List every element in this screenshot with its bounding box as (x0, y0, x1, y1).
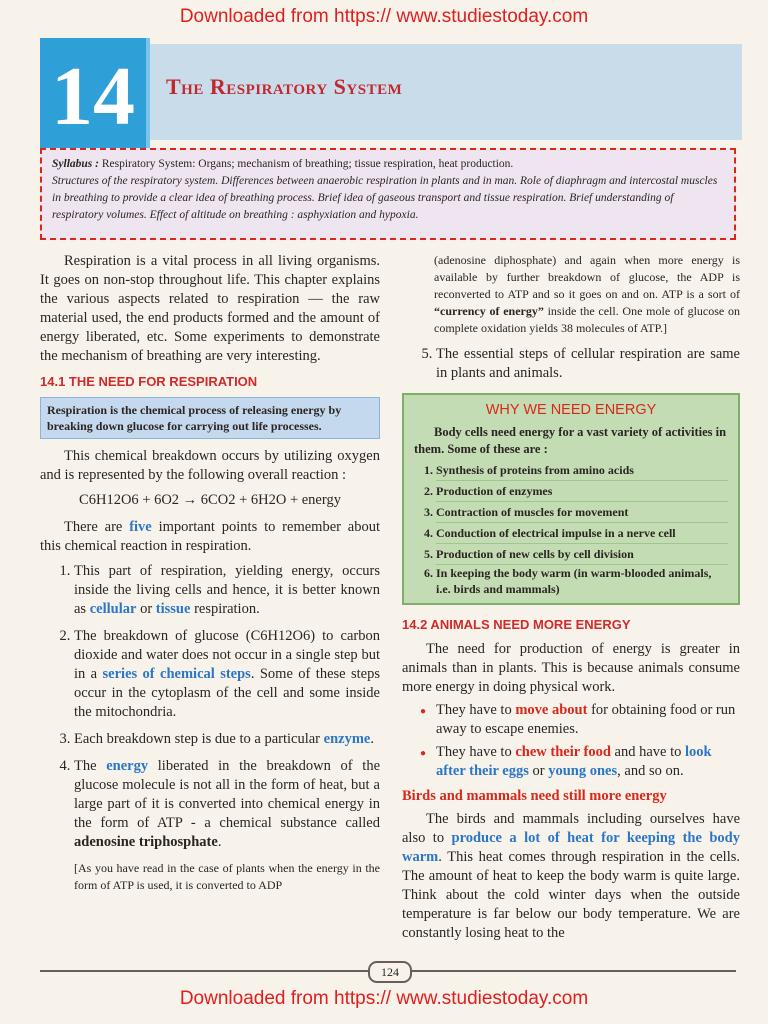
why-energy-box (402, 393, 740, 605)
section-heading-14-1: 14.1 THE NEED FOR RESPIRATION (40, 374, 258, 389)
keyword-enzyme: enzyme (323, 731, 371, 747)
sub-heading-birds-mammals: Birds and mammals need still more energy (402, 788, 667, 804)
section-heading-14-2: 14.2 ANIMALS NEED MORE ENERGY (402, 617, 631, 632)
atp-note: [As you have read in the case of plants when the energy in the form of ATP is used, it is converted to ADP (74, 861, 380, 892)
why-energy-title: WHY WE NEED ENERGY (485, 402, 657, 418)
energy-item: 6. In keeping the body warm (in warm-blooded animals, i.e. birds and mammals) (436, 565, 728, 597)
respiration-equation: C6H12O6 + 6O2 → 6CO2 + 6H2O + energy (79, 492, 341, 508)
bullet-move: ● They have to move about for obtaining food or run away to escape enemies. (436, 701, 740, 739)
definition-box: Respiration is the chemical process of releasing energy by breaking down glucose for carrying out life processes. (40, 397, 380, 439)
point-4: 4. The energy liberated in the breakdown of the glucose molecule is not all in the form of heat, but a large part of it is converted into chemical energy in the form of ATP - a chemical substance called adenosine triphosphate. (74, 757, 380, 852)
animals-bullets (402, 701, 740, 781)
keyword-heat: produce a lot of heat for keeping the body warm (402, 830, 740, 865)
chapter-header (40, 30, 742, 143)
point-5: 5. The essential steps of cellular respiration are same in plants and animals. (436, 345, 740, 383)
keyword-currency: “currency of energy” (434, 304, 544, 318)
energy-item: 3. Contraction of muscles for movement (436, 502, 728, 523)
point-1: 1. This part of respiration, yielding energy, occurs inside the living cells and hence, it is better known as cellular or tissue respiration. (74, 562, 380, 619)
why-energy-intro: Body cells need energy for a vast variety of activities in them. Some of these are : (414, 425, 727, 456)
left-column (40, 252, 380, 894)
keyword-look-after: look after their eggs (436, 744, 712, 779)
animals-energy-paragraph: The need for production of energy is greater in animals than in plants. This is because animals consume more energy in doing physical work. (402, 641, 740, 695)
energy-activities-list (414, 460, 728, 597)
syllabus-line1: Respiratory System: Organs; mechanism of breathing; tissue respiration, heat production. (101, 158, 514, 170)
points-list-continued (402, 345, 740, 383)
heat-paragraph: The birds and mammals including ourselves have also to produce a lot of heat for keeping the body warm. This heat comes through respiration in the cells. The amount of heat to keep the body warm is quite large. Think about the cold winter days when the outside temperature is far below our body temperature. We are constantly losing heat to the (402, 811, 740, 941)
atp-note-continued: (adenosine diphosphate) and again when more energy is available by further breakdown of glucose, the ADP is reconverted to ATP and so it goes on and on. ATP is a sort of “currency of energy” inside the cell. One mole of glucose on complete oxidation yields 38 molecules of ATP.] (434, 253, 740, 335)
chapter-number: 14 (40, 38, 150, 156)
point-3: 3. Each breakdown step is due to a particular enzyme. (74, 730, 380, 749)
keyword-chew: chew their food (515, 744, 611, 760)
syllabus-box (40, 148, 736, 240)
keyword-energy: energy (106, 758, 149, 774)
page-number: 124 (368, 961, 412, 983)
keyword-cellular: cellular (89, 601, 137, 617)
keyword-atp: adenosine triphosphate (74, 834, 218, 850)
points-list (40, 562, 380, 852)
syllabus-label: Syllabus : (52, 158, 99, 170)
keyword-series: series of chemical steps (102, 666, 251, 682)
energy-item: 5. Production of new cells by cell division (436, 544, 728, 565)
intro-paragraph: Respiration is a vital process in all living organisms. It goes on non-stop throughout life. This chapter explains the various aspects related to respiration — the raw material used, the end products formed and the amount of energy liberated, etc. Some experiments to demonstrate the mechanism of breathing are very interesting. (40, 253, 380, 364)
bullet-chew: ● They have to chew their food and have to look after their eggs or young ones, and so on. (436, 743, 740, 781)
point-2: 2. The breakdown of glucose (C6H12O6) to carbon dioxide and water does not occur in a single step but in a series of chemical steps. Some of these steps occur in the cytoplasm of the cell and some inside the mitochondria. (74, 627, 380, 722)
download-banner-bottom[interactable]: Downloaded from https:// www.studiestoday.com (179, 988, 589, 1009)
energy-item: 2. Production of enzymes (436, 481, 728, 502)
keyword-young-ones: young ones (548, 763, 618, 779)
reaction-paragraph: This chemical breakdown occurs by utilizing oxygen and is represented by the following overall reaction : (40, 448, 380, 483)
five-points-paragraph: There are five important points to remember about this chemical reaction in respiration. (40, 519, 381, 554)
download-banner-top[interactable]: Downloaded from https:// www.studiestoday.com (179, 6, 589, 27)
right-column (402, 252, 740, 943)
keyword-move-about: move about (515, 702, 588, 718)
keyword-five: five (129, 519, 152, 535)
chapter-title: The Respiratory System (166, 74, 403, 99)
energy-item: 1. Synthesis of proteins from amino acids (436, 460, 728, 481)
energy-item: 4. Conduction of electrical impulse in a nerve cell (436, 523, 728, 544)
syllabus-line2: Structures of the respiratory system. Differences between anaerobic respiration in plants and in man. Role of diaphragm and intercostal muscles in breathing to provide a clear idea of breathing process. Brief idea of gaseous transport and tissue respiration. Brief understanding of respiratory volumes. Effect of altitude on breathing : asphyxiation and hypoxia. (52, 175, 718, 221)
keyword-tissue: tissue (155, 601, 191, 617)
